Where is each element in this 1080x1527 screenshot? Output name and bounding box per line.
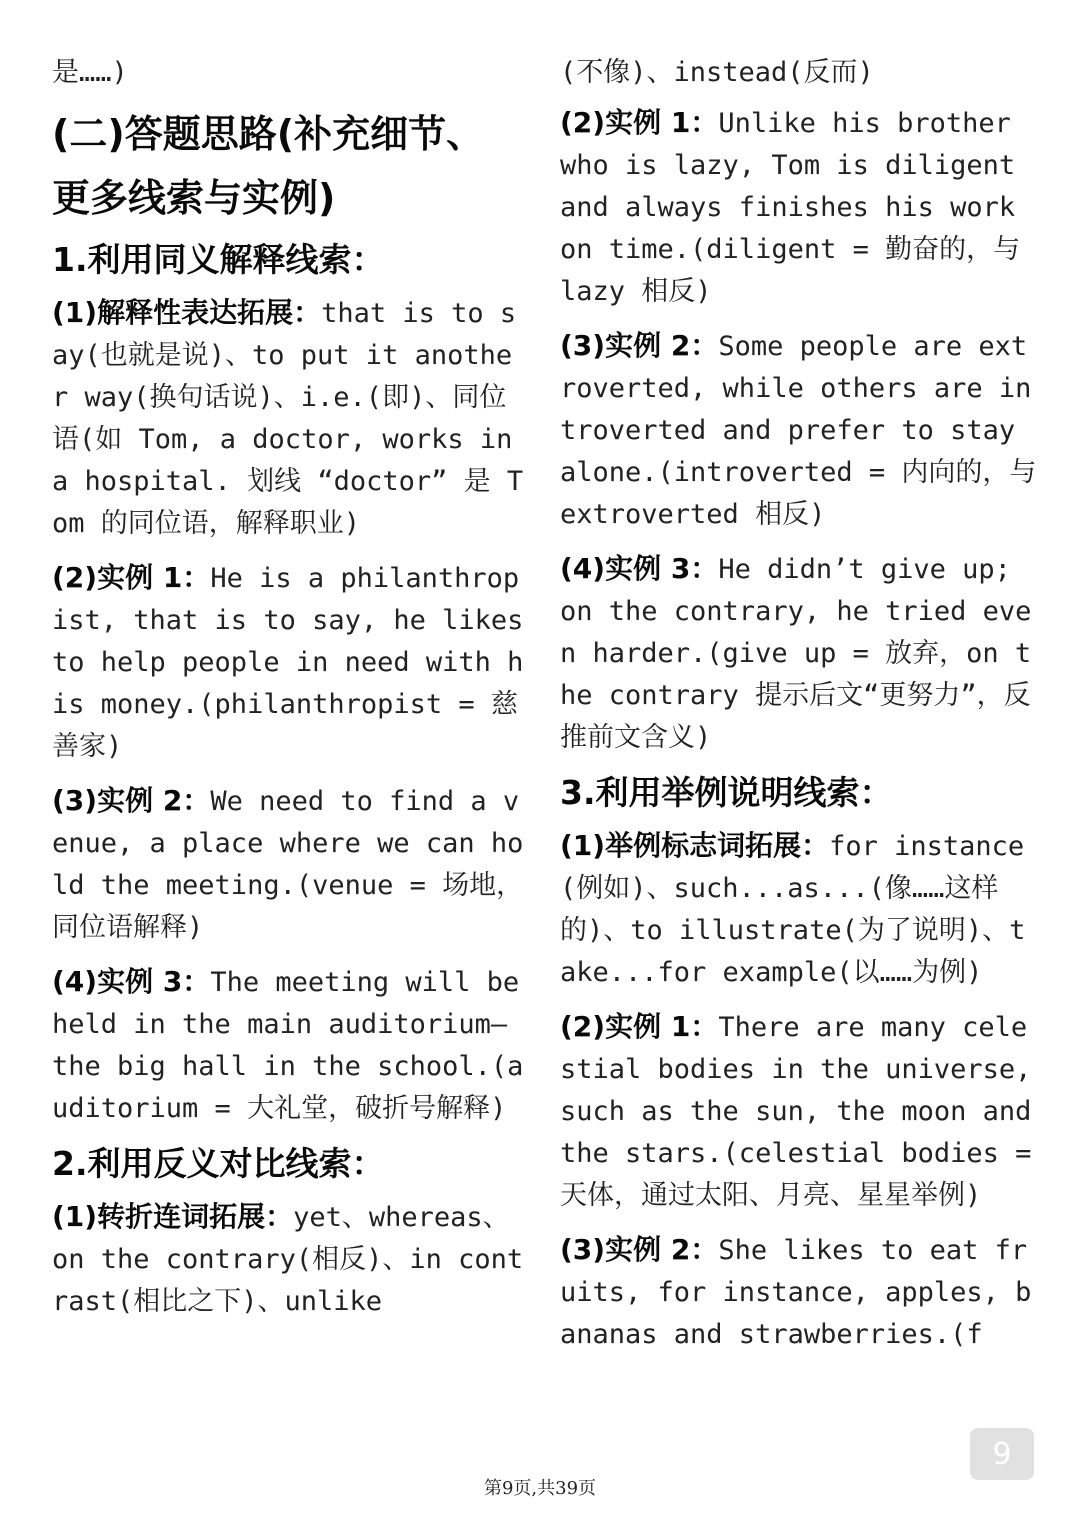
left-column [52,0,540,1323]
paragraph-label: (3)实例 2： [560,1233,719,1266]
paragraph-label: (1)转折连词拓展： [52,1200,294,1233]
paragraph-explanatory-expressions [52,292,529,545]
paragraph-text: She likes to eat fruits, for instance, apples, bananas and strawberries.(f [560,1235,1032,1350]
paragraph-label: (3)实例 2： [560,329,719,362]
heading-antonym-clues: 2.利用反义对比线索： [52,1144,385,1183]
paragraph-contrast-example-3 [560,548,1038,759]
section-title-line1: (二)答题思路(补充细节、 [52,112,485,156]
paragraph-text: Some people are extroverted, while others are introverted and prefer to stay alone.(introverted = 内向的，与 extroverted 相反) [560,331,1053,530]
paragraph-text: He is a philanthropist, that is to say, he likes to help people in need with his money.(philanthropist = 慈善家) [52,563,540,762]
paragraph-label: (2)实例 1： [560,1010,719,1043]
section-title-line2: 更多线索与实例) [52,176,336,220]
paragraph-text: Unlike his brother who is lazy, Tom is diligent and always finishes his work on time.(diligent = 勤奋的，与 lazy 相反) [560,108,1037,307]
intro-tail: 是……) [52,57,128,88]
paragraph-label: (2)实例 1： [52,561,211,594]
paragraph-text: that is to say(也就是说)、to put it another way(换句话说)、i.e.(即)、同位语(如 Tom, a doctor, works in a hospital. 划线 “doctor” 是 Tom 的同位语，解释职业) [52,298,529,539]
page-footer: 第9页,共39页 [483,1478,597,1499]
paragraph-illustration-example-2 [560,1229,1038,1356]
paragraph-label: (4)实例 3： [52,965,211,998]
paragraph-contrast-conjunctions [52,1196,524,1323]
paragraph-label: (1)举例标志词拓展： [560,829,830,862]
paragraph-text: The meeting will be held in the main auditorium— the big hall in the school.(auditorium = 大礼堂，破折号解释) [52,967,536,1124]
paragraph-text: yet、whereas、on the contrary(相反)、in contrast(相比之下)、unlike [52,1202,524,1317]
heading-synonym-clues: 1.利用同义解释线索： [52,240,385,279]
paragraph-text: for instance(例如)、such...as...(像……这样的)、to illustrate(为了说明)、take...for example(以……为例) [560,831,1026,988]
right-column [560,0,1053,1356]
paragraph-illustration-example-1 [560,1006,1048,1217]
paragraph-label: (4)实例 3： [560,552,719,585]
paragraph-example-3 [52,961,536,1130]
paragraph-text: We need to find a venue, a place where we can hold the meeting.(venue = 场地，同位语解释) [52,786,524,943]
paragraph-label: (3)实例 2： [52,784,211,817]
heading-example-clues: 3.利用举例说明线索： [560,773,893,812]
paragraph-example-markers [560,825,1038,994]
paragraph-contrast-example-1 [560,102,1038,313]
paragraph-text: There are many celestial bodies in the universe, such as the sun, the moon and the stars.(celestial bodies = 天体，通过太阳、月亮、星星举例) [560,1012,1048,1211]
paragraph-label: (2)实例 1： [560,106,719,139]
paragraph-contrast-example-2 [560,325,1053,536]
paragraph-text: He didn’t give up; on the contrary, he tried even harder.(give up = 放弃，on the contrary 提示后文“更努力”，反推前文含义) [560,554,1032,753]
paragraph-example-1 [52,557,540,768]
page-number-badge: 9 [970,1428,1034,1480]
paragraph-label: (1)解释性表达拓展： [52,296,322,329]
paragraph-example-2 [52,780,524,949]
paragraph-contrast-continued: (不像)、instead(反而) [560,57,874,88]
